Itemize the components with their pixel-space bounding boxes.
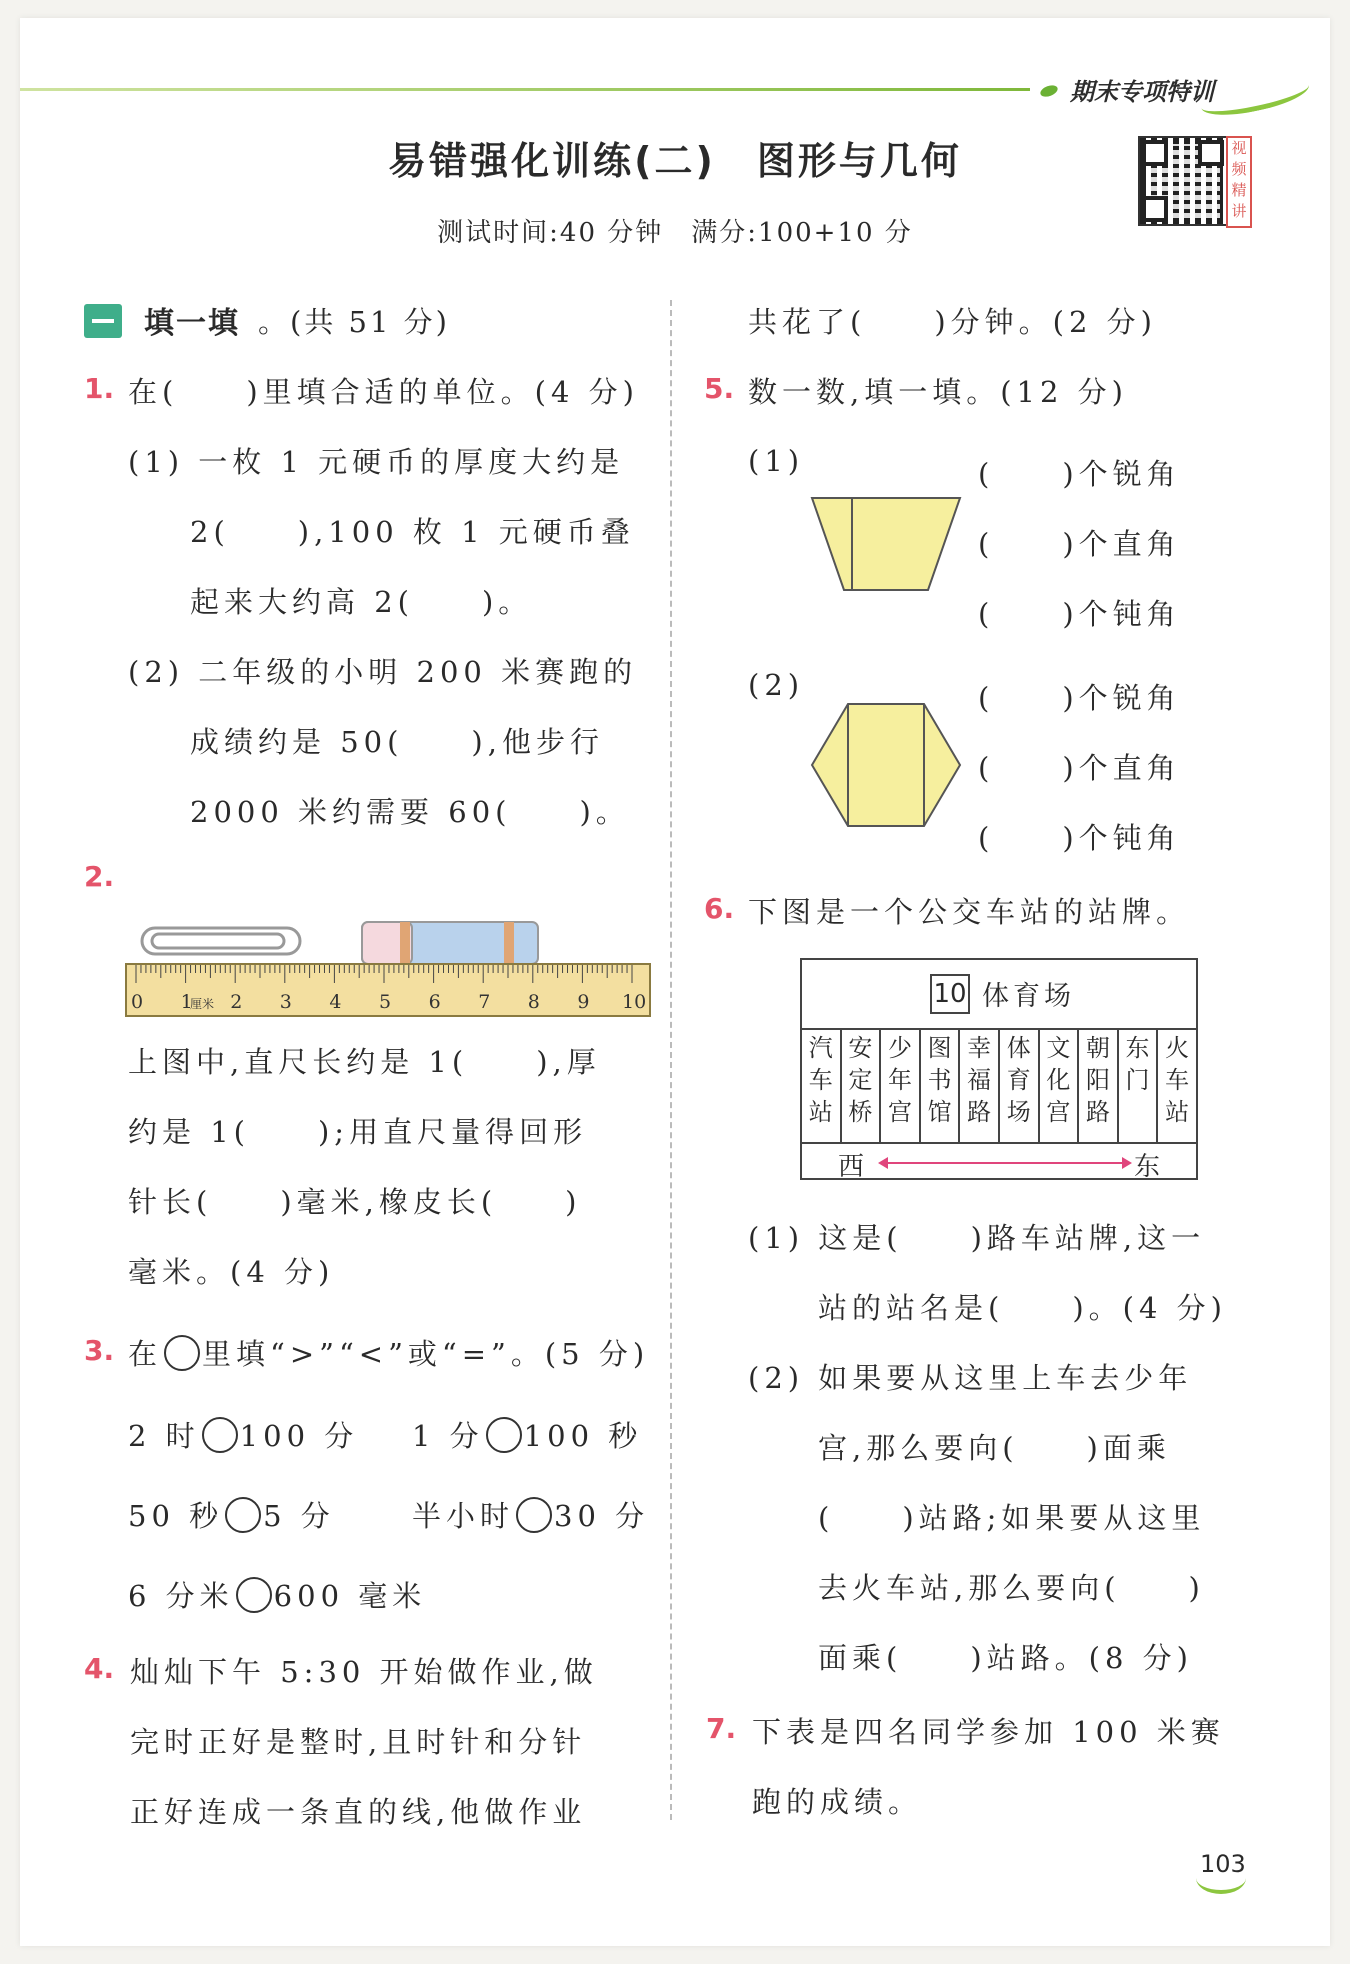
bus-stop: 文 化 宫: [1040, 1028, 1080, 1142]
q7-line2: 跑的成绩。: [752, 1785, 923, 1819]
ruler-tick-label: 4: [329, 991, 342, 1013]
q1-part2-line3: 2000 米约需要 60( )。: [190, 795, 630, 829]
compare-circle[interactable]: [164, 1335, 200, 1371]
test-info: 测试时间:40 分钟 满分:100+10 分: [437, 218, 913, 248]
bus-stop: 东 门: [1119, 1028, 1159, 1142]
q4-line2: 完时正好是整时,且时针和分针: [130, 1725, 587, 1759]
compare-circle[interactable]: [516, 1497, 552, 1533]
hexagon-figure: [808, 700, 964, 830]
ruler-tick-label: 2: [230, 991, 243, 1013]
q4-number: 4.: [84, 1652, 115, 1685]
page-title: 易错强化训练(二) 图形与几何: [388, 139, 962, 183]
q3-compare-1: 2 时 100 分: [128, 1419, 359, 1453]
q5-stem: 数一数,填一填。(12 分): [748, 375, 1128, 409]
ruler-tick-label: 0: [131, 991, 144, 1013]
ruler-tick-label: 3: [279, 991, 292, 1013]
current-stop-name: 体育场: [982, 981, 1075, 1012]
compare-circle[interactable]: [225, 1497, 261, 1533]
q2-line1: 上图中,直尺长约是 1( ),厚: [128, 1045, 601, 1079]
bus-stop: 朝 阳 路: [1079, 1028, 1119, 1142]
q2-line3: 针长( )毫米,橡皮长( ): [128, 1185, 582, 1219]
q6-p2-line1: (2) 如果要从这里上车去少年: [748, 1361, 1193, 1395]
bus-stop: 幸 福 路: [960, 1028, 1000, 1142]
q3-compare-3: 50 秒 5 分: [128, 1499, 335, 1533]
section-points: 。(共 51 分): [258, 305, 450, 339]
q5-p2-acute: ( )个锐角: [978, 681, 1181, 715]
q5-p1-acute: ( )个锐角: [978, 457, 1181, 491]
q4-line3: 正好连成一条直的线,他做作业: [130, 1795, 587, 1829]
q5-p2-obtuse: ( )个钝角: [978, 821, 1181, 855]
east-label: 东: [1133, 1152, 1160, 1182]
q7-line1: 下表是四名同学参加 100 米赛: [752, 1715, 1225, 1749]
q2-line4: 毫米。(4 分): [128, 1255, 335, 1289]
sign-header: [802, 960, 1196, 1030]
section-title: 填一填: [144, 306, 240, 341]
q5-p1-obtuse: ( )个钝角: [978, 597, 1181, 631]
ruler-tick-label: 9: [577, 991, 590, 1013]
video-tag: 视频精讲: [1226, 136, 1252, 228]
compare-circle[interactable]: [236, 1577, 272, 1613]
ruler-unit: 厘米: [190, 997, 215, 1011]
compare-circle[interactable]: [202, 1417, 238, 1453]
bus-stop-sign: [800, 958, 1198, 1180]
q7-number: 7.: [706, 1712, 737, 1745]
q5-part1-label: (1): [748, 444, 805, 478]
q1-stem: 在( )里填合适的单位。(4 分): [128, 375, 639, 409]
q6-p2-line5: 面乘( )站路。(8 分): [818, 1641, 1193, 1675]
q6-p1-line1: (1) 这是( )路车站牌,这一: [748, 1221, 1206, 1255]
ruler-tick-label: 7: [478, 991, 491, 1013]
bus-stop: 体 育 场: [1000, 1028, 1040, 1142]
q3-compare-4: 半小时 30 分: [412, 1499, 650, 1533]
q2-number: 2.: [84, 860, 115, 893]
q1-part1-line3: 起来大约高 2( )。: [190, 585, 533, 619]
page-number-swoosh: [1196, 1862, 1246, 1894]
bus-stop: 安 定 桥: [842, 1028, 882, 1142]
ruler-tick-label: 6: [428, 991, 441, 1013]
qr-code-icon[interactable]: [1138, 136, 1228, 226]
q1-part2-line1: (2) 二年级的小明 200 米赛跑的: [128, 655, 638, 689]
q3-compare-2: 1 分 100 秒: [412, 1419, 643, 1453]
q1-number: 1.: [84, 372, 115, 405]
stop-list: [802, 1028, 1196, 1144]
bus-stop: 少 年 宫: [881, 1028, 921, 1142]
west-label: 西: [838, 1152, 865, 1182]
q6-p2-line2: 宫,那么要向( )面乘: [818, 1431, 1171, 1465]
q1-part1-line1: (1) 一枚 1 元硬币的厚度大约是: [128, 445, 625, 479]
direction-arrow-icon: [880, 1162, 1130, 1164]
bus-stop: 汽 车 站: [802, 1028, 842, 1142]
column-divider: [670, 300, 672, 1820]
q5-number: 5.: [704, 372, 735, 405]
route-number: 10: [930, 974, 970, 1014]
q2-line2: 约是 1( );用直尺量得回形: [128, 1115, 588, 1149]
trapezoid-figure: [808, 494, 964, 594]
q3-compare-5: 6 分米 600 毫米: [128, 1579, 427, 1613]
q5-p1-right: ( )个直角: [978, 527, 1181, 561]
ruler-tick-label: 5: [379, 991, 392, 1013]
ruler-tick-label: 8: [527, 991, 540, 1013]
ruler-figure: [122, 918, 654, 1018]
q6-stem: 下图是一个公交车站的站牌。: [748, 895, 1191, 929]
ruler-tick-label: 1: [180, 991, 193, 1013]
paper-clip-icon: [142, 928, 300, 954]
q4-line1: 灿灿下午 5:30 开始做作业,做: [130, 1655, 598, 1689]
q6-p1-line2: 站的站名是( )。(4 分): [818, 1291, 1227, 1325]
q6-p2-line4: 去火车站,那么要向( ): [818, 1571, 1205, 1605]
q6-p2-line3: ( )站路;如果要从这里: [818, 1501, 1206, 1535]
q3-number: 3.: [84, 1334, 115, 1367]
eraser-icon: [362, 922, 538, 964]
q1-part2-line2: 成绩约是 50( ),他步行: [190, 725, 604, 759]
bus-stop: 图 书 馆: [921, 1028, 961, 1142]
q6-number: 6.: [704, 892, 735, 925]
ruler-tick-label: 10: [622, 991, 647, 1013]
header-label: 期末专项特训: [1070, 78, 1214, 106]
q5-part2-label: (2): [748, 668, 805, 702]
q4-line4: 共花了( )分钟。(2 分): [748, 305, 1157, 339]
q5-p2-right: ( )个直角: [978, 751, 1181, 785]
q3-stem: 在 里填“>”“<”或“=”。(5 分): [128, 1337, 650, 1371]
q1-part1-line2: 2( ),100 枚 1 元硬币叠: [190, 515, 635, 549]
header-rule: [20, 88, 1030, 91]
compare-circle[interactable]: [486, 1417, 522, 1453]
page-number: 103: [1200, 1850, 1246, 1878]
section-one-badge: [84, 304, 122, 338]
bus-stop: 火 车 站: [1165, 1034, 1190, 1126]
